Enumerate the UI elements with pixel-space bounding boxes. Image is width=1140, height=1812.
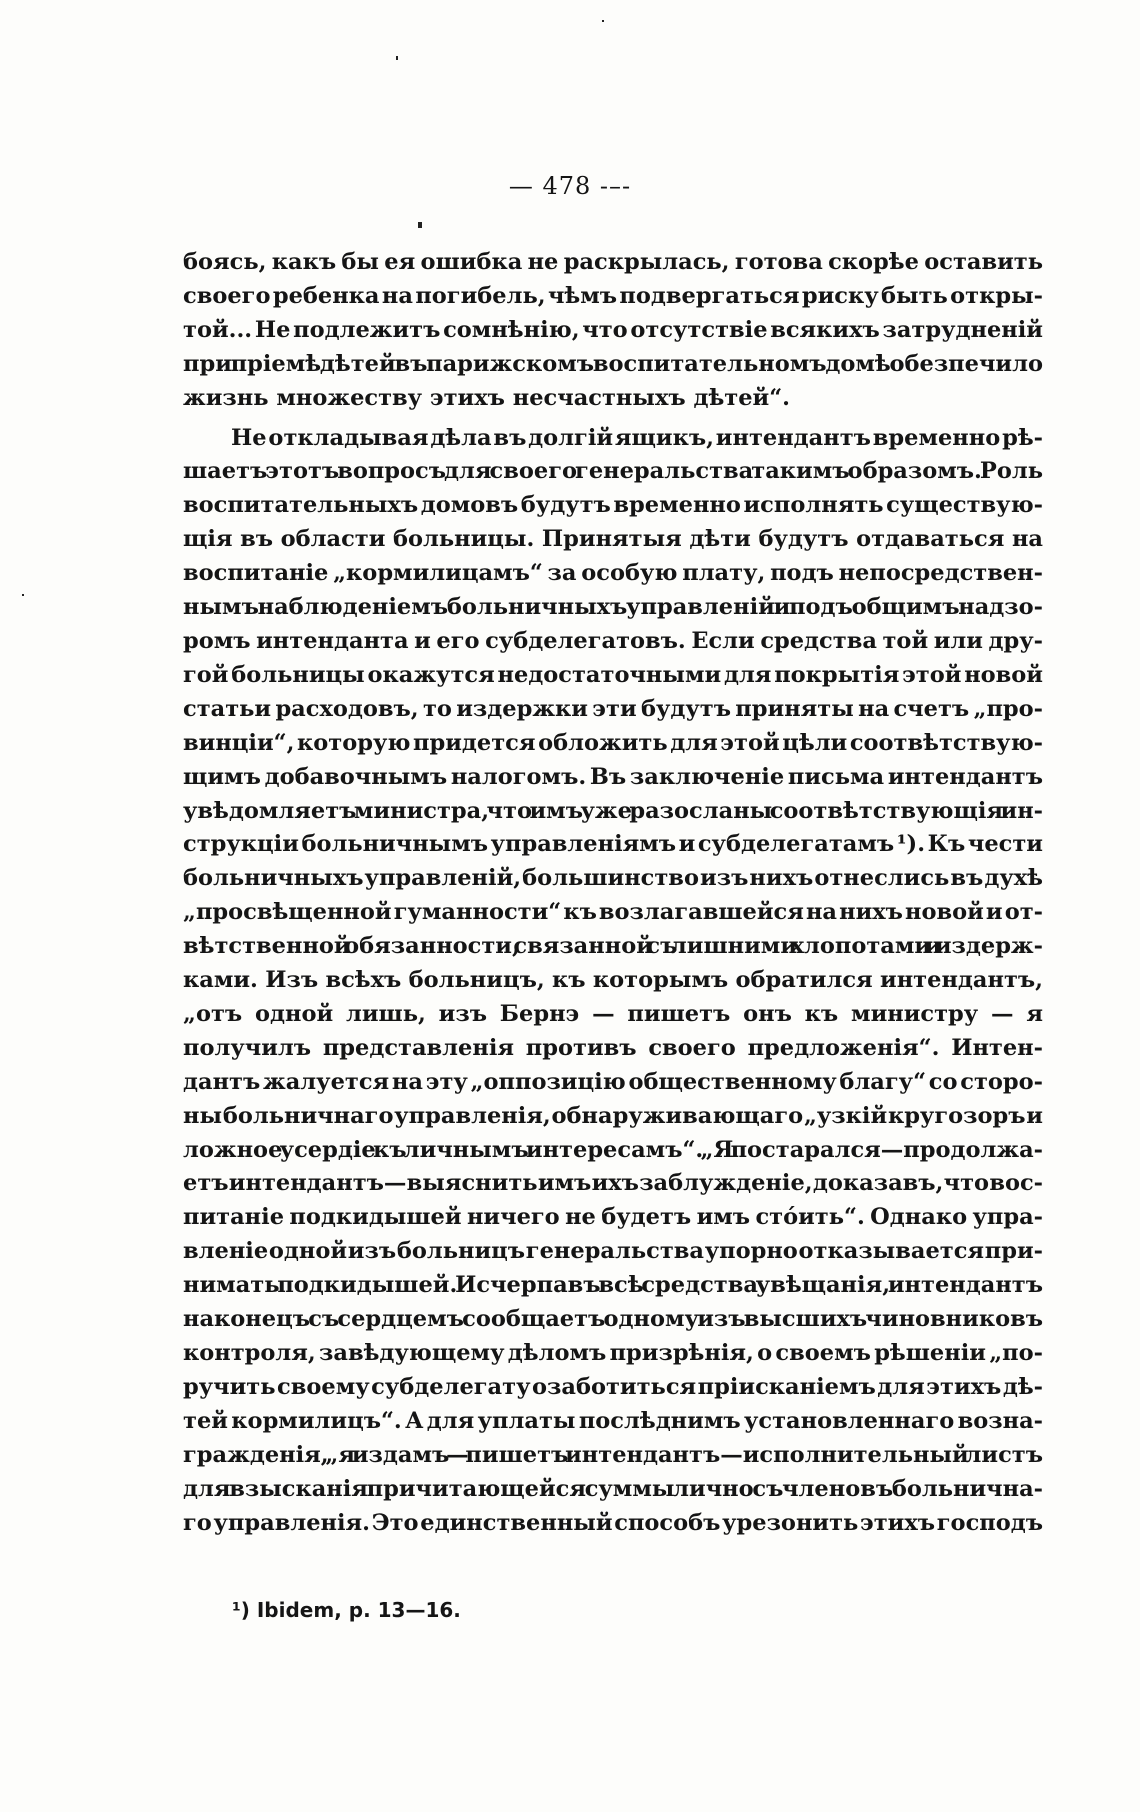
text-line: контроля, завѣдующему дѣломъ призрѣнія, о своемъ рѣшеніи „по-	[183, 1340, 1043, 1366]
text-line: для взысканія причитающейся суммы лично съ членовъ больнична-	[183, 1475, 1043, 1502]
scan-speck	[396, 56, 398, 60]
text-line: щимъ добавочнымъ налогомъ. Въ заключеніе письма интендантъ	[183, 763, 1043, 790]
body-text	[183, 246, 1043, 1540]
text-line: больничныхъ управленій, большинство изъ нихъ отнеслись въ духѣ	[183, 865, 1043, 892]
text-line: Не откладывая дѣла въ долгій ящикъ, интендантъ временно рѣ-	[231, 424, 1043, 451]
text-line: воспитательныхъ домовъ будутъ временно исполнять существую-	[183, 492, 1043, 519]
text-line: струкціи больничнымъ управленіямъ и субделегатамъ ¹). Къ чести	[183, 831, 1043, 858]
text-line: щія въ области больницы. Принятыя дѣти будутъ отдаваться на	[183, 526, 1043, 553]
text-line: увѣдомляетъ министра, что имъ уже разосланы соотвѣтствующія ин-	[183, 797, 1043, 824]
text-line: нымъ наблюденіемъ больничныхъ управленій и подъ общимъ надзо-	[183, 594, 1043, 621]
text-line: винціи“, которую придется обложить для этой цѣли соотвѣтствую-	[183, 729, 1043, 756]
scan-speck	[22, 594, 24, 596]
footnote: ¹) Ibidem, p. 13—16.	[232, 1598, 461, 1622]
text-line: наконецъ съ сердцемъ сообщаетъ одному изъ высшихъ чиновниковъ	[183, 1306, 1043, 1333]
text-line: „просвѣщенной гуманности“ къ возлагавшейся на нихъ новой и от-	[183, 899, 1043, 926]
text-line: ложное усердіе къ личнымъ интересамъ“. „Я постарался—продолжа-	[183, 1136, 1043, 1163]
paragraph	[183, 422, 1043, 1541]
text-line: боясь, какъ бы ея ошибка не раскрылась, готова скорѣе оставить	[183, 249, 1043, 275]
text-line: жизнь множеству этихъ несчастныхъ дѣтей“.	[183, 384, 790, 411]
text-line: получилъ представленія противъ своего предложенія“. Интен-	[183, 1034, 1043, 1061]
text-line: ромъ интенданта и его субделегатовъ. Если средства той или дру-	[183, 627, 1043, 654]
text-line: гой больницы окажутся недостаточными для покрытія этой новой	[183, 661, 1043, 688]
text-line: воспитаніе „кормилицамъ“ за особую плату, подъ непосредствен-	[183, 560, 1043, 587]
text-line: дантъ жалуется на эту „оппозицію общественному благу“ со сторо-	[183, 1068, 1043, 1095]
text-line: го управленія. Это единственный способъ урезонить этихъ господъ	[183, 1509, 1043, 1536]
text-line: шаетъ этотъ вопросъ для своего генеральства такимъ образомъ. Роль	[183, 458, 1043, 485]
text-line: етъ интендантъ— выяснить имъ ихъ заблужденіе, доказавъ, что вос-	[183, 1170, 1043, 1197]
text-line: той... Не подлежитъ сомнѣнію, что отсутствіе всякихъ затрудненій	[183, 316, 1043, 343]
text-line: ками. Изъ всѣхъ больницъ, къ которымъ обратился интендантъ,	[183, 967, 1043, 994]
text-line: ручить своему субделегату озаботиться пріисканіемъ для этихъ дѣ-	[183, 1373, 1043, 1400]
text-line: при пріемѣ дѣтей въ парижскомъ воспитательномъ домѣ обезпечило	[183, 350, 1043, 377]
text-line: статьи расходовъ, то издержки эти будутъ приняты на счетъ „про-	[183, 695, 1043, 722]
text-line: вѣтственной обязанности, связанной съ лишними хлопотами и издерж-	[183, 933, 1043, 960]
text-line: вленіе одной изъ больницъ генеральства упорно отказывается при-	[183, 1238, 1043, 1265]
text-line: ны больничнаго управленія, обнаруживающаго „узкій кругозоръ и	[183, 1102, 1043, 1129]
text-line: гражденія, „я издамъ — пишетъ интендантъ—исполнительный листъ	[183, 1441, 1044, 1468]
text-line: тей кормилицъ“. А для уплаты послѣднимъ установленнаго возна-	[183, 1407, 1043, 1434]
text-line: питаніе подкидышей ничего не будетъ имъ стóить“. Однако упра-	[183, 1204, 1043, 1231]
scan-speck	[418, 222, 422, 228]
paragraph	[183, 246, 1043, 416]
page-number: — 478 -–-	[508, 172, 632, 200]
text-line: нимать подкидышей. Исчерпавъ всѣ средства увѣщанія, интендантъ	[183, 1272, 1043, 1299]
scan-speck	[602, 20, 604, 22]
text-line: „отъ одной лишь, изъ Бернэ — пишетъ онъ къ министру — я	[183, 1000, 1043, 1027]
text-line: своего ребенка на погибель, чѣмъ подвергаться риску быть откры-	[183, 282, 1043, 309]
